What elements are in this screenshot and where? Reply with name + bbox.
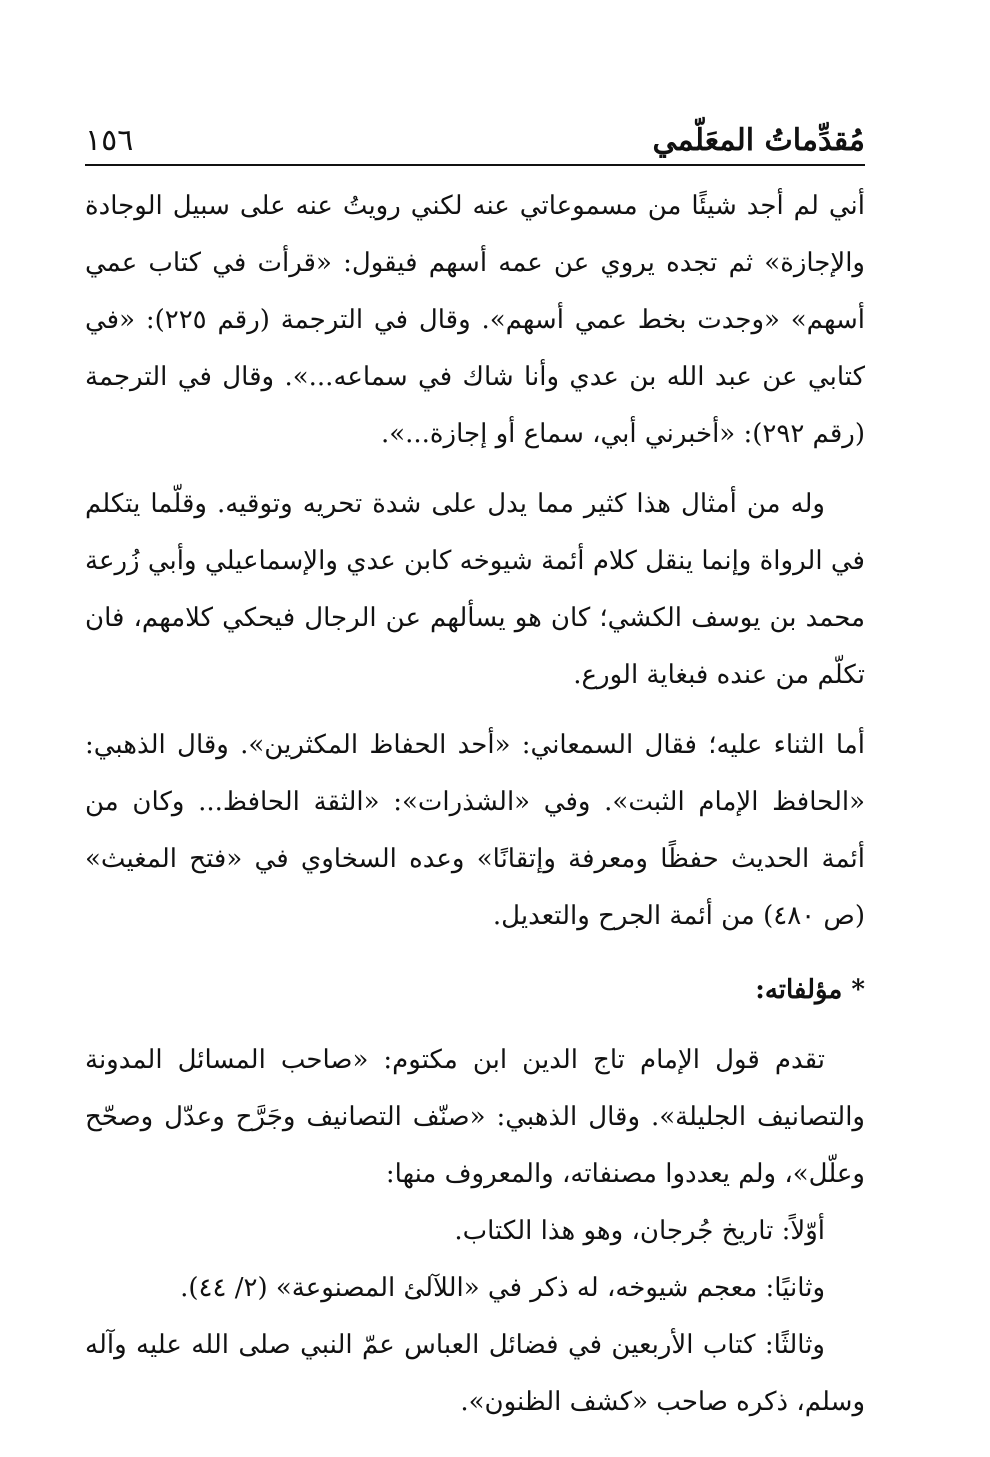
header-divider <box>85 164 865 166</box>
book-title: مُقدِّماتُ المعَلّمي <box>652 123 865 158</box>
page-number: ١٥٦ <box>85 123 134 158</box>
paragraph-3: أما الثناء عليه؛ فقال السمعاني: «أحد الحفاظ المكثرين». وقال الذهبي: «الحافظ الإمام الثبت». وفي «الشذرات»: «الثقة الحافظ... وكان من أئمة الحديث حفظًا ومعرفة وإتقانًا» وعده السخاوي في «فتح المغيث» (ص ٤٨٠) من أئمة الجرح والتعديل. <box>85 730 865 931</box>
running-header <box>85 112 865 156</box>
list-item-3: وثالثًا: كتاب الأربعين في فضائل العباس عمّ النبي صلى الله عليه وآله وسلم، ذكره صاحب «كشف الظنون». <box>85 1330 865 1417</box>
page-body <box>85 178 865 1431</box>
list-item-2: وثانيًا: معجم شيوخه، له ذكر في «اللآلئ المصنوعة» (٢/ ٤٤). <box>180 1273 825 1303</box>
section-heading-works: * مؤلفاته: <box>755 975 865 1005</box>
paragraph-4: تقدم قول الإمام تاج الدين ابن مكتوم: «صاحب المسائل المدونة والتصانيف الجليلة». وقال الذهبي: «صنّف التصانيف وجَرَّح وعدّل وصحّح وعلّل»، ولم يعددوا مصنفاته، والمعروف منها: <box>85 1045 865 1189</box>
paragraph-1: أني لم أجد شيئًا من مسموعاتي عنه لكني رويتُ عنه على سبيل الوجادة والإجازة» ثم تجده يروي عن عمه أسهم فيقول: «قرأت في كتاب عمي أسهم» «وجدت بخط عمي أسهم». وقال في الترجمة (رقم ٢٢٥): «في كتابي عن عبد الله بن عدي وأنا شاك في سماعه...». وقال في الترجمة (رقم ٢٩٢): «أخبرني أبي، سماع أو إجازة...». <box>85 191 865 449</box>
list-item-1: أوّلاً: تاريخ جُرجان، وهو هذا الكتاب. <box>454 1216 825 1246</box>
paragraph-2: وله من أمثال هذا كثير مما يدل على شدة تحريه وتوقيه. وقلّما يتكلم في الرواة وإنما ينقل كلام أئمة شيوخه كابن عدي والإسماعيلي وأبي زُرعة محمد بن يوسف الكشي؛ كان هو يسألهم عن الرجال فيحكي كلامهم، فان تكلّم من عنده فبغاية الورع. <box>85 489 865 690</box>
